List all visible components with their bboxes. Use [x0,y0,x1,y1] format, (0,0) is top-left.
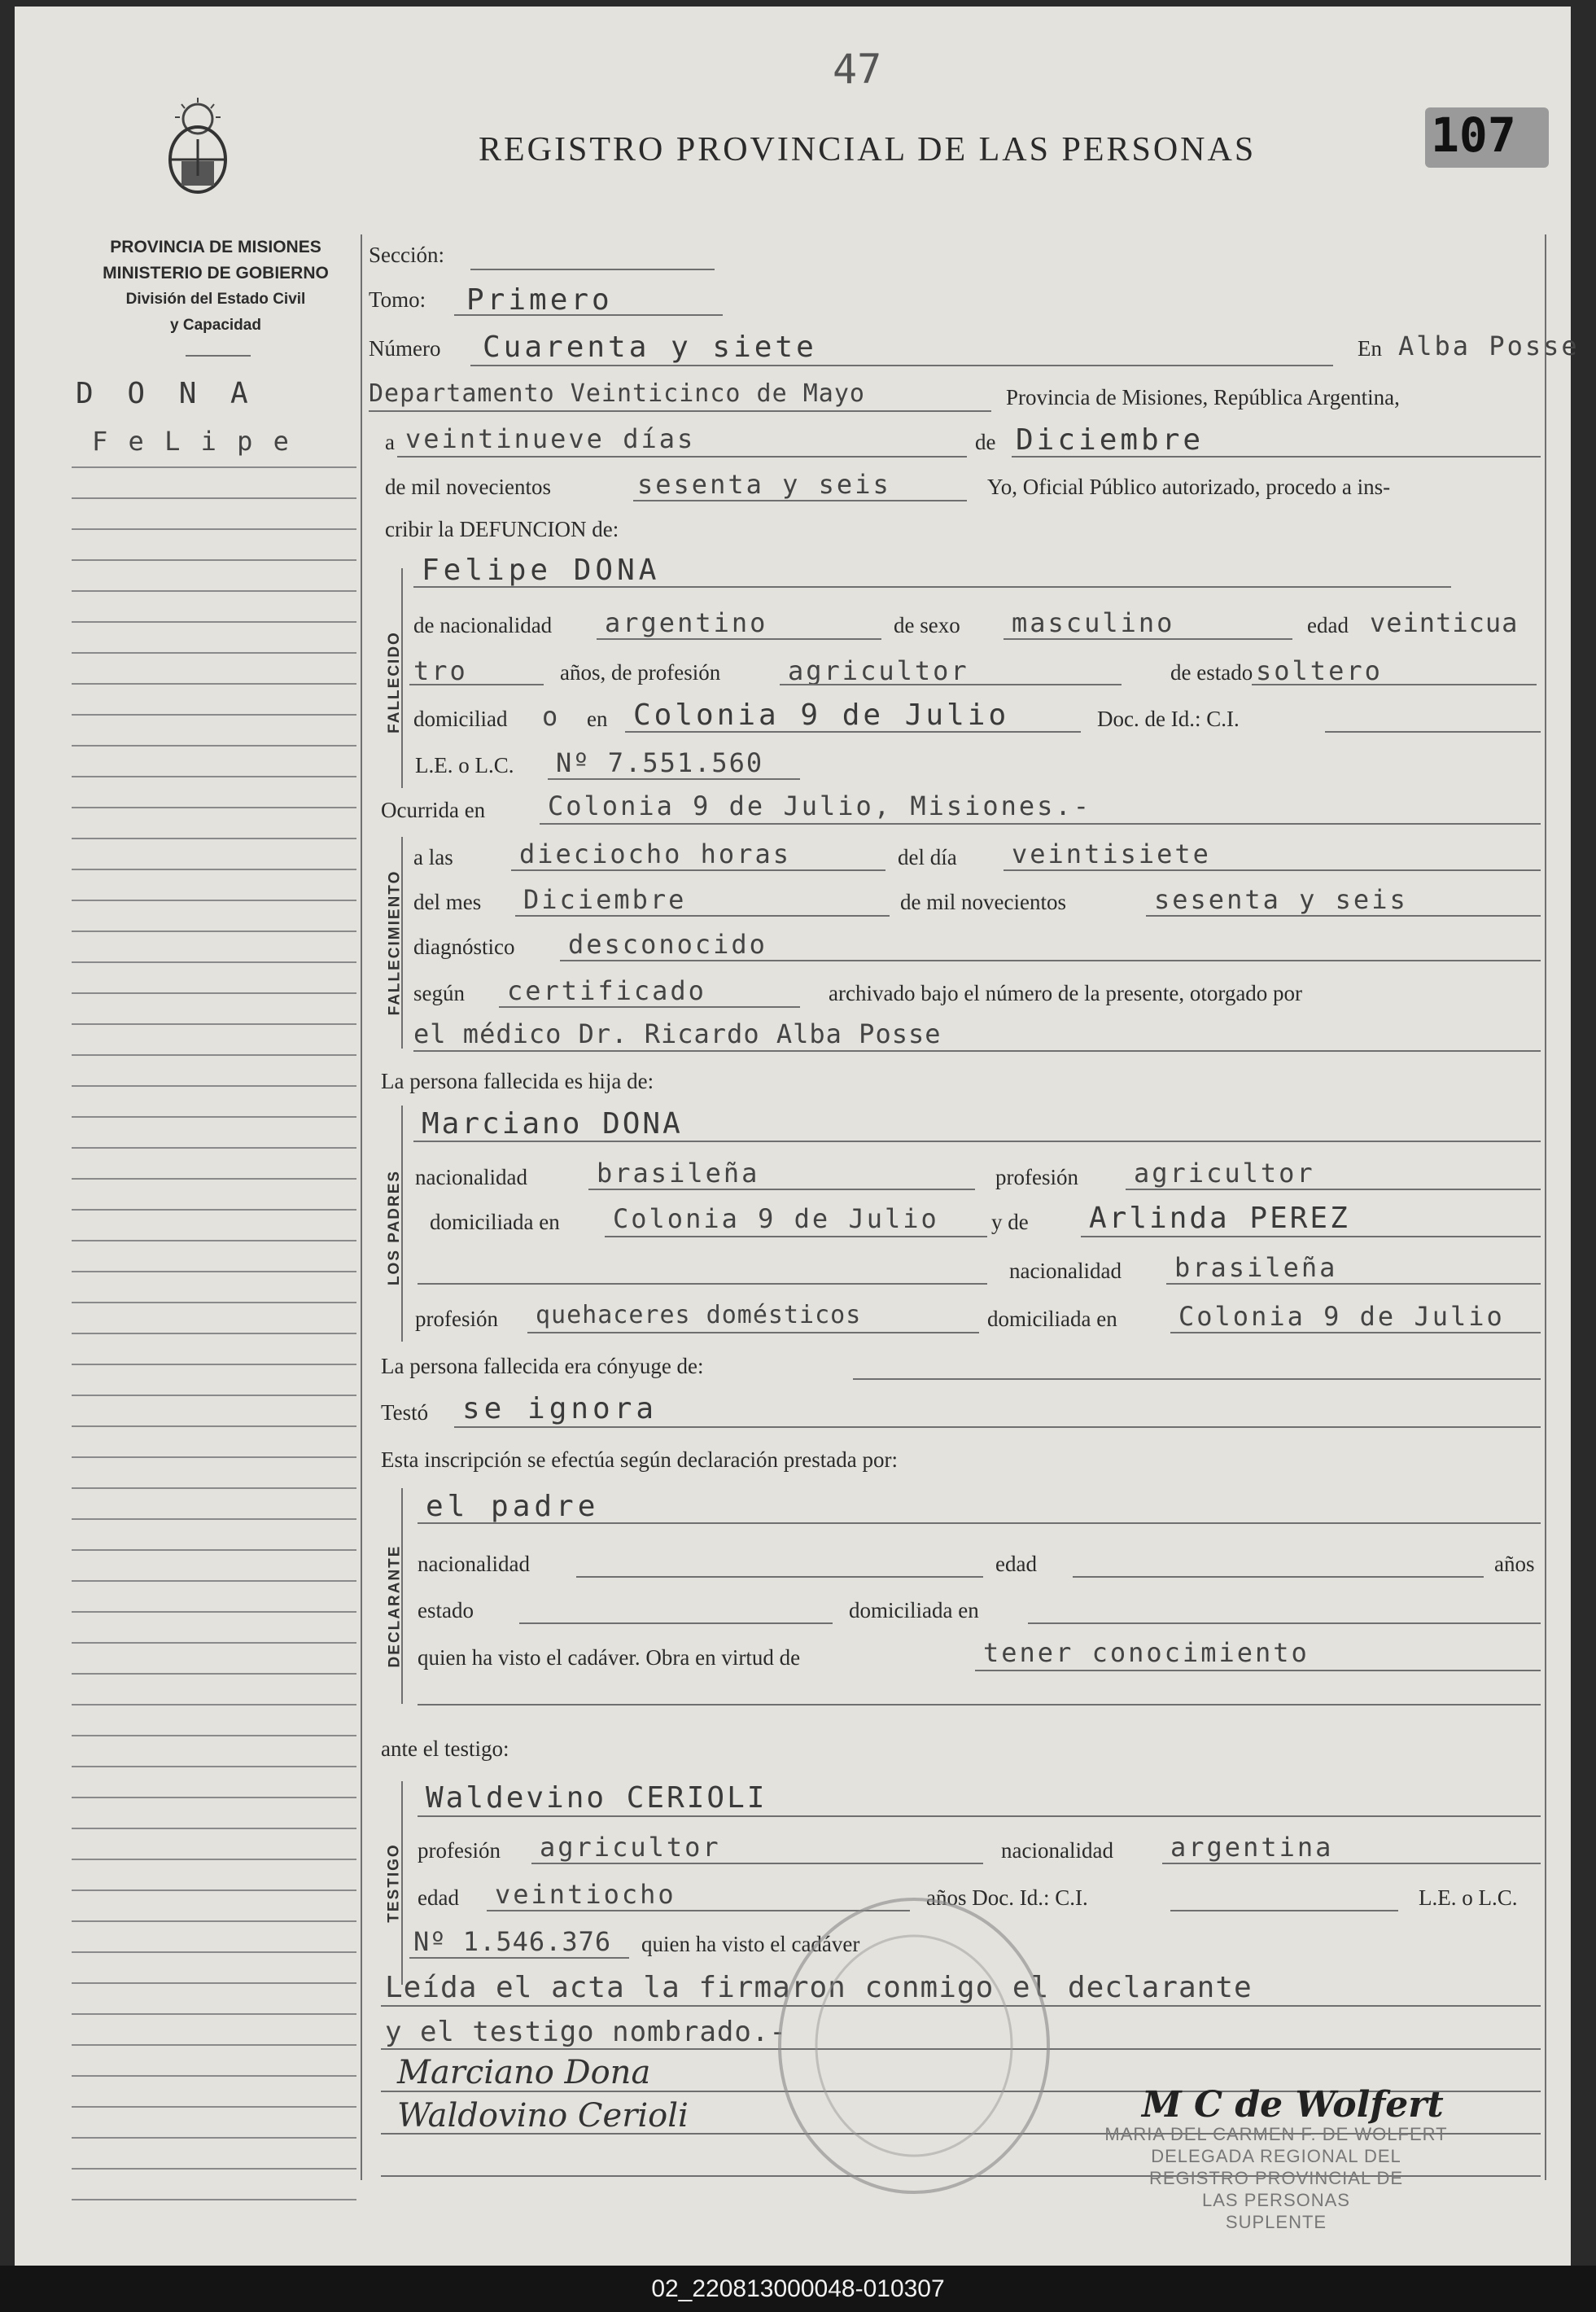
fallecido-section-label: FALLECIDO [386,631,404,733]
oficial-text: Yo, Oficial Público autorizado, procedo a ins- [987,475,1391,499]
fallecimiento-anio: sesenta y seis [1154,884,1408,915]
anio-value: sesenta y seis [637,469,891,500]
margin-ruled-line [72,2044,356,2046]
margin-ruled-line [72,1364,356,1365]
padres-padre-domicilio-line [605,1236,987,1237]
tomo-label: Tomo: [369,287,426,312]
closing-line-1: Leída el acta la firmaron conmigo el declarante [385,1971,1253,2004]
margin-ruled-line [72,528,356,530]
fallecimiento-de-mil-label: de mil novecientos [900,890,1066,914]
fallecido-nacionalidad-label: de nacionalidad [413,613,553,637]
margin-ruled-line [72,1487,356,1489]
fallecido-nacionalidad-line [597,638,881,640]
margin-ruled-line [72,2013,356,2015]
folio-number: 107 [1431,107,1516,163]
stamp-official-persons: LAS PERSONAS [1202,2190,1350,2210]
declarante-anios-label: años [1494,1552,1535,1576]
margin-ruled-line [72,807,356,808]
mes-line [1012,456,1541,458]
padres-madre: Arlinda PEREZ [1089,1202,1350,1235]
testigo-nombre: Waldevino CERIOLI [426,1781,767,1815]
margin-ruled-line [72,1518,356,1520]
fallecimiento-segun-line [499,1006,800,1008]
de-mil-label: de mil novecientos [385,475,551,499]
margin-ruled-line [72,652,356,654]
padres-padre-domicilio: Colonia 9 de Julio [613,1203,939,1234]
ante-testigo-label: ante el testigo: [381,1736,509,1761]
seccion-label: Sección: [369,243,444,267]
margin-ruled-line [72,1828,356,1829]
official-round-seal [772,1891,1056,2200]
fallecido-sexo-label: de sexo [894,613,960,637]
testigo-section-label: TESTIGO [386,1843,403,1923]
margin-ruled-line [72,466,356,468]
margin-ruled-line [72,1023,356,1025]
fallecimiento-dia-line [1004,869,1541,871]
fallecimiento-archivado-text: archivado bajo el número de la presente, otorgado por [829,981,1303,1005]
fallecimiento-otorgado-line [413,1050,1541,1052]
margin-ruled-line [72,2106,356,2108]
coat-of-arms-icon [157,94,238,196]
conyuge-label: La persona fallecida era cónyuge de: [381,1354,704,1378]
margin-ruled-line [72,1333,356,1334]
fallecido-profesion: agricultor [788,655,969,686]
fallecido-sexo-line [1004,638,1292,640]
stamp-official-name: MARIA DEL CARMEN F. DE WOLFERT [1104,2124,1448,2144]
de-label: de [975,430,996,454]
declarante-nacionalidad-line [576,1576,983,1578]
declarante-virtud: tener conocimiento [983,1637,1310,1668]
fallecido-edad-1: veinticua [1370,607,1519,638]
fallecido-profesion-label: años, de profesión [560,660,721,685]
testigo-edad-label: edad [418,1885,459,1910]
margin-ruled-line [72,776,356,777]
margin-ruled-line [72,2075,356,2077]
testigo-le-line [409,1957,629,1959]
padres-profesion-label: profesión [995,1165,1078,1189]
declarante-cadaver-text: quien ha visto el cadáver. Obra en virtud de [418,1645,801,1670]
padres-y-de-label: y de [991,1210,1029,1234]
fallecido-domicilio: Colonia 9 de Julio [633,698,1010,732]
stamp-official-suplente: SUPLENTE [1225,2212,1327,2232]
margin-given-name: F e L i p e [92,426,291,457]
fallecido-domiciliado-suffix: o [542,701,561,732]
margin-ruled-line [72,590,356,592]
signature-official: M C de Wolfert [1142,2084,1444,2126]
a-label: a [385,430,395,454]
en-value: Alba Posse [1398,331,1580,361]
testo-value: se ignora [462,1392,658,1425]
margin-ruled-line [72,1673,356,1675]
stamp-official-role: DELEGADA REGIONAL DEL [1151,2146,1401,2166]
image-id-footer: 02_220813000048-010307 [0,2266,1596,2312]
margin-ruled-line [72,1085,356,1087]
ocurrida-label: Ocurrida en [381,798,486,822]
dia-value: veintinueve días [405,423,696,454]
numero-value: Cuarenta y siete [483,331,817,364]
testigo-profesion-line [531,1863,983,1864]
declarante-section-label: DECLARANTE [386,1544,404,1668]
issuer-block [65,234,366,339]
numero-label: Número [369,336,441,361]
margin-ruled-line [72,559,356,561]
declarante-virtud-line [975,1670,1541,1671]
margin-surname: D O N A [76,377,256,410]
fallecido-nombre-line [413,586,1451,588]
issuer-divider [186,355,251,357]
hija-de-label: La persona fallecida es hija de: [381,1069,654,1093]
margin-ruled-line [72,869,356,870]
margin-ruled-line [72,900,356,901]
margin-ruled-line [72,1147,356,1149]
testigo-cadaver-text: quien ha visto el cadáver [641,1932,860,1956]
fallecimiento-a-las-label: a las [413,845,453,869]
margin-ruled-line [72,1735,356,1736]
fallecido-doc-label: Doc. de Id.: C.I. [1097,707,1240,731]
stamp-official-registry: REGISTRO PROVINCIAL DE [1148,2168,1404,2188]
margin-ruled-line [72,1704,356,1706]
testigo-le-value: Nº 1.546.376 [413,1926,612,1957]
fallecido-edad-line [409,684,544,685]
margin-ruled-line [72,1797,356,1798]
departamento-value: Departamento Veinticinco de Mayo [369,379,865,408]
fallecido-sexo: masculino [1012,607,1175,638]
official-stamp [1073,2123,1480,2233]
page-title: REGISTRO PROVINCIAL DE LAS PERSONAS [479,131,1257,169]
margin-ruled-line [72,621,356,623]
margin-ruled-line [72,1766,356,1767]
testigo-nombre-line [418,1815,1541,1817]
padres-madre-nacionalidad: brasileña [1174,1252,1338,1283]
testo-label: Testó [381,1400,429,1425]
fallecido-doc-line [1325,731,1541,733]
testigo-profesion-label: profesión [418,1838,501,1863]
fallecimiento-hora-line [511,869,885,871]
margin-ruled-line [72,961,356,963]
fallecimiento-mes-line [515,915,890,917]
margin-ruled-line [72,1920,356,1922]
margin-ruled-line [72,1395,356,1396]
padres-padre-profesion: agricultor [1134,1158,1315,1189]
padres-madre-nacionalidad-line [1166,1283,1541,1285]
issuer-division: División del Estado Civil [125,291,306,308]
padres-padre-nacionalidad-line [588,1189,975,1190]
margin-ruled-line [72,992,356,994]
padres-madre-nacionalidad-label: nacionalidad [1009,1259,1122,1283]
testigo-doc-label: años Doc. Id.: C.I. [926,1885,1088,1910]
fallecido-nacionalidad: argentino [605,607,768,638]
issuer-province: PROVINCIA DE MISIONES [110,238,321,256]
fallecimiento-del-dia-label: del día [898,845,957,869]
register-page [15,7,1580,2266]
margin-ruled-line [72,1271,356,1272]
fallecido-le-value: Nº 7.551.560 [556,747,764,778]
padres-madre-domicilio: Colonia 9 de Julio [1178,1301,1505,1332]
seccion-line [470,269,715,270]
padres-madre-profesion: quehaceres domésticos [536,1301,862,1329]
fallecimiento-diagnostico-label: diagnóstico [413,935,515,959]
testo-line [454,1426,1541,1428]
padres-blank-line [418,1283,987,1285]
margin-ruled-line [72,2137,356,2139]
testigo-profesion: agricultor [540,1832,721,1863]
padres-madre-line [1081,1236,1541,1237]
padres-section-label: LOS PADRES [386,1169,404,1286]
declarante-nombre-line [418,1522,1541,1524]
margin-ruled-line [72,1982,356,1984]
form-left-border [361,234,362,2180]
form-right-border [1545,234,1546,2180]
signature-declarante: Marciano Dona [397,2054,651,2091]
padres-domiciliada-label: domiciliada en [430,1210,560,1234]
margin-ruled-line [72,2168,356,2170]
testigo-edad: veintiocho [495,1879,676,1910]
margin-ruled-line [72,1859,356,1860]
margin-ruled-line [72,1116,356,1118]
tomo-line [454,314,723,316]
testigo-le-label: L.E. o L.C. [1419,1885,1518,1910]
fallecido-edad-label: edad [1307,613,1349,637]
fallecimiento-otorgado-por: el médico Dr. Ricardo Alba Posse [413,1018,942,1049]
margin-ruled-line [72,1549,356,1551]
en-label: En [1358,336,1382,361]
fallecimiento-dia: veintisiete [1012,839,1211,869]
fallecimiento-mes: Diciembre [523,884,687,915]
fallecido-en-label: en [587,707,608,731]
fallecimiento-anio-line [1146,915,1541,917]
fallecido-domiciliado-label: domiciliad [413,707,508,731]
margin-ruled-line [72,1951,356,1953]
padres-padre-profesion-line [1126,1189,1541,1190]
declarante-edad-line [1073,1576,1484,1578]
declaracion-label: Esta inscripción se efectúa según declaración prestada por: [381,1447,898,1472]
margin-ruled-line [72,1302,356,1303]
margin-ruled-line [72,1580,356,1582]
padres-madre-domicilio-line [1170,1332,1541,1333]
dia-line [397,456,967,458]
issuer-capacity: y Capacidad [170,317,261,334]
declarante-domiciliada-line [1028,1622,1541,1624]
fallecimiento-hora: dieciocho horas [519,839,791,869]
margin-ruled-line [72,683,356,685]
declarante-nacionalidad-label: nacionalidad [418,1552,530,1576]
fallecido-estado: soltero [1256,655,1383,686]
declarante-edad-label: edad [995,1552,1037,1576]
padres-madre-profesion-label: profesión [415,1307,498,1331]
ocurrida-value: Colonia 9 de Julio, Misiones.- [548,790,1091,821]
signature-testigo: Waldovino Cerioli [397,2097,689,2135]
conyuge-line [853,1378,1541,1380]
margin-ruled-line [72,1425,356,1427]
fallecido-estado-label: de estado [1170,660,1253,685]
fallecimiento-segun-label: según [413,981,465,1005]
padres-madre-domiciliada-label: domiciliada en [987,1307,1117,1331]
padres-padre-nacionalidad: brasileña [597,1158,760,1189]
mes-value: Diciembre [1016,423,1205,457]
padres-nacionalidad-label: nacionalidad [415,1165,527,1189]
fallecimiento-diagnostico-line [560,960,1541,961]
margin-ruled-line [72,497,356,499]
padres-madre-profesion-line [527,1332,979,1333]
inscribir-text: cribir la DEFUNCION de: [385,517,619,541]
margin-ruled-line [72,1054,356,1056]
fallecido-nombre: Felipe DONA [422,554,661,587]
margin-ruled-line [72,1642,356,1644]
page-number: 47 [833,46,882,93]
declarante-blank-line [418,1704,1541,1706]
margin-ruled-line [72,2199,356,2200]
declarante-estado-line [519,1622,833,1624]
fallecido-estado-line [1252,684,1537,685]
margin-ruled-line [72,1209,356,1211]
fallecido-profesion-line [780,684,1122,685]
testigo-nacionalidad: argentina [1170,1832,1334,1863]
declarante-estado-label: estado [418,1598,474,1622]
fallecido-le-line [548,778,800,780]
margin-ruled-line [72,1889,356,1891]
ocurrida-line [540,823,1541,825]
padres-padre-line [413,1141,1541,1142]
testigo-nacionalidad-label: nacionalidad [1001,1838,1113,1863]
provincia-text: Provincia de Misiones, República Argentina, [1006,385,1400,409]
testigo-doc-line [1170,1910,1398,1911]
margin-ruled-line [72,930,356,932]
declarante-nombre: el padre [426,1490,600,1523]
fallecido-edad-2: tro [413,655,468,686]
fallecimiento-segun: certificado [507,975,706,1006]
margin-ruled-line [72,1611,356,1613]
departamento-line [369,410,991,412]
issuer-ministry: MINISTERIO DE GOBIERNO [103,264,329,282]
tomo-value: Primero [466,283,613,317]
margin-ruled-line [72,838,356,839]
margin-ruled-line [72,1240,356,1241]
anio-line [633,500,967,501]
fallecido-le-label: L.E. o L.C. [415,753,514,777]
fallecimiento-del-mes-label: del mes [413,890,482,914]
numero-line [470,365,1333,366]
margin-ruled-line [72,714,356,716]
fallecimiento-diagnostico: desconocido [568,929,767,960]
closing-line-2: y el testigo nombrado.- [385,2016,787,2048]
margin-ruled-line [72,745,356,747]
fallecido-domicilio-line [625,731,1081,733]
fallecimiento-section-label: FALLECIMIENTO [386,869,403,1016]
declarante-domiciliada-label: domiciliada en [849,1598,979,1622]
margin-ruled-line [72,1178,356,1180]
testigo-nacionalidad-line [1162,1863,1541,1864]
padres-padre: Marciano DONA [422,1107,683,1141]
margin-ruled-line [72,1456,356,1458]
